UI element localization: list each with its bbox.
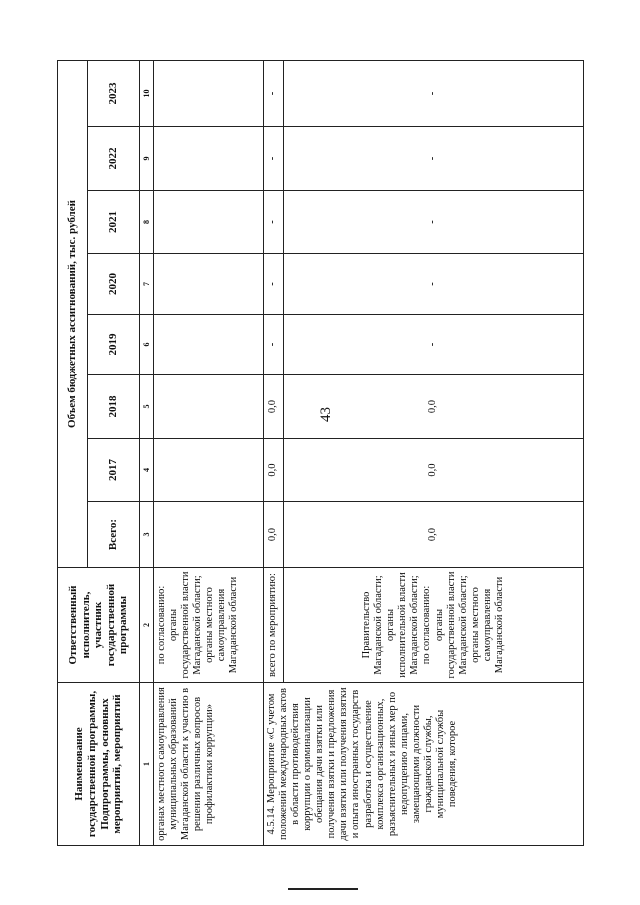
row-value: - [284, 127, 584, 191]
row-value [154, 502, 264, 568]
column-number: 3 [140, 502, 154, 568]
header-year: 2020 [88, 254, 140, 315]
header-year: 2022 [88, 127, 140, 191]
row-value: - [284, 60, 584, 126]
row-value: 0,0 [264, 502, 284, 568]
header-year: 2023 [88, 60, 140, 126]
row-value: 0,0 [284, 439, 584, 502]
row-value: 0,0 [264, 439, 284, 502]
row-value: 0,0 [264, 375, 284, 439]
row-value [154, 60, 264, 126]
column-number: 1 [140, 683, 154, 846]
row-responsible: по согласованию: органы государственной власти Магаданской области; органы местного самоуправления Магаданской области [154, 568, 264, 683]
row-value: - [284, 191, 584, 254]
row-value [154, 375, 264, 439]
column-number: 2 [140, 568, 154, 683]
column-number: 5 [140, 375, 154, 439]
row-value: 0,0 [284, 375, 584, 439]
footer-rule [288, 888, 358, 890]
row-value: - [264, 254, 284, 315]
column-number: 6 [140, 315, 154, 375]
row-name: 4.5.14. Мероприятие «С учетом положений международных актов в области противодействия коррупции о криминализации обещания дачи взятки или получения взятки и предложения дачи взятки или получения взятки и опыта иностранных государств разработка и осуществление комплекса организационных, разъяснительных и иных мер по недопущению лицами, замещающими должности гражданской службы, муниципальной службы поведения, которое [264, 683, 584, 846]
row-value [154, 315, 264, 375]
row-value [154, 191, 264, 254]
page-number: 43 [318, 407, 334, 422]
column-number: 8 [140, 191, 154, 254]
row-value: 0,0 [284, 502, 584, 568]
row-value [154, 127, 264, 191]
row-value: - [264, 127, 284, 191]
header-year: 2019 [88, 315, 140, 375]
header-year: 2017 [88, 439, 140, 502]
header-budget: Объем бюджетных ассигнований, тыс. рублей [58, 60, 88, 567]
row-value: - [284, 254, 584, 315]
column-number: 4 [140, 439, 154, 502]
row-name: органах местного самоуправления муниципальных образований Магаданской области к участию в решении различных вопросов профилактики коррупции» [154, 683, 264, 846]
header-total: Всего: [88, 502, 140, 568]
budget-table-rotated [57, 61, 584, 846]
row-value [154, 439, 264, 502]
row-value: - [264, 60, 284, 126]
row-value: - [264, 315, 284, 375]
row-value: - [284, 315, 584, 375]
row-responsible-total: всего по мероприятию: [264, 568, 284, 683]
row-responsible: Правительство Магаданской области; органы исполнительной власти Магаданской области; по согласованию: органы государственной власти Магаданской области; органы местного самоуправления Магаданской области [284, 568, 584, 683]
header-responsible: Ответственный исполнитель, участник государственной программы [58, 568, 140, 683]
row-value [154, 254, 264, 315]
budget-table [57, 60, 584, 846]
column-number: 10 [140, 60, 154, 126]
column-number: 7 [140, 254, 154, 315]
header-year: 2018 [88, 375, 140, 439]
column-number: 9 [140, 127, 154, 191]
row-value: - [264, 191, 284, 254]
header-year: 2021 [88, 191, 140, 254]
header-name: Наименование государственной программы, Подпрограммы, основных мероприятий, мероприятий [58, 683, 140, 846]
